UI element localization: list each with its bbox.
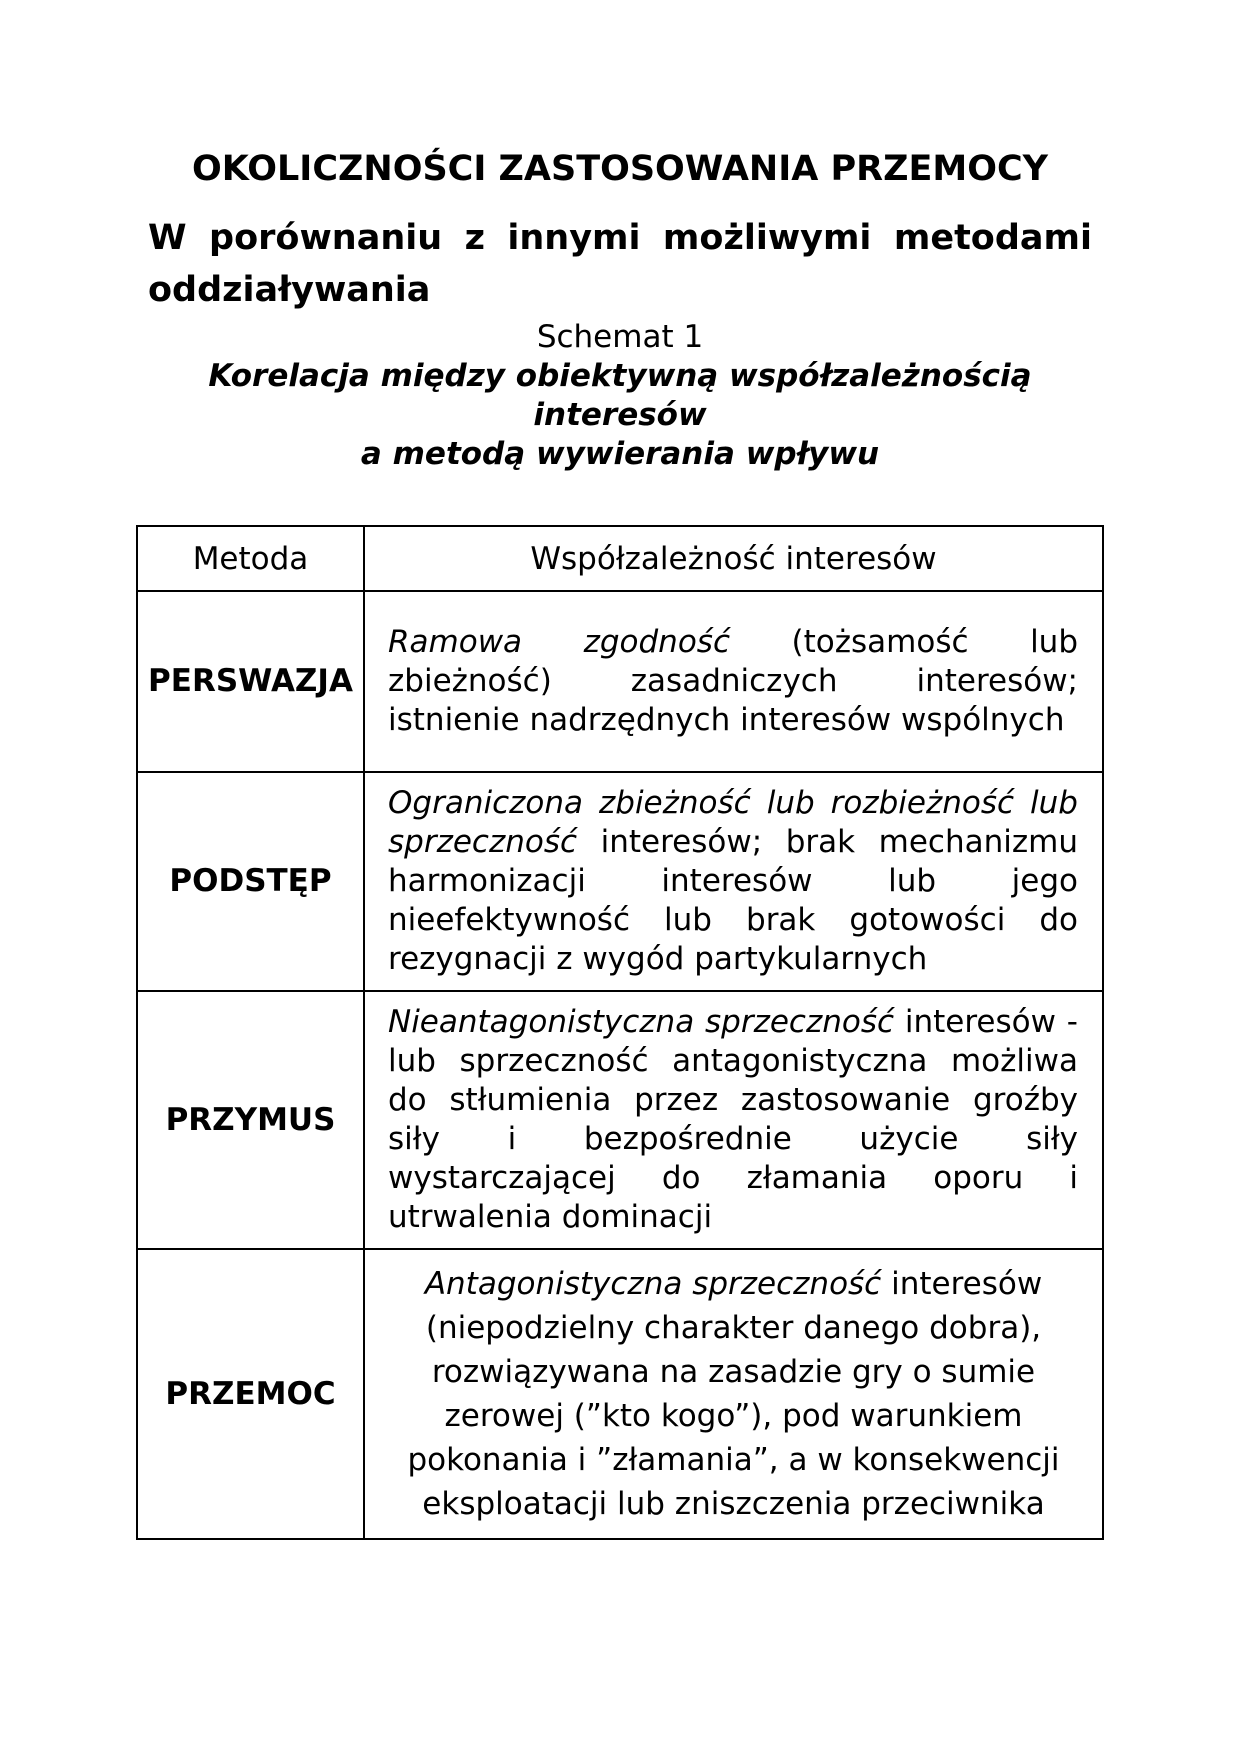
table-row	[137, 772, 1103, 991]
header-interdependence: Współzależność interesów	[364, 526, 1103, 591]
method-cell: PRZEMOC	[137, 1249, 364, 1539]
methods-table	[136, 525, 1104, 1540]
description-cell	[364, 991, 1103, 1249]
description-text: (tożsamość lub zbieżność) zasadniczych interesów; istnienie nadrzędnych interesów wspólnych	[388, 624, 1079, 738]
description-text: interesów; brak mechanizmu harmonizacji interesów lub jego nieefektywność lub brak gotowości do rezygnacji z wygód partykularnych	[388, 824, 1078, 977]
table-header-row	[137, 526, 1103, 591]
description-cell	[364, 772, 1103, 991]
description-cell	[364, 1249, 1103, 1539]
header-method: Metoda	[137, 526, 364, 591]
description-text: interesów - lub sprzeczność antagonistyczna możliwa do stłumienia przez zastosowanie groźby siły i bezpośrednie użycie siły wystarczającej do złamania oporu i utrwalenia dominacji	[388, 1004, 1078, 1235]
description-emphasis: Nieantagonistyczna sprzeczność	[388, 1004, 895, 1040]
schema-caption-line: a metodą wywierania wpływu	[360, 436, 880, 472]
description-text: interesów (niepodzielny charakter danego dobra), rozwiązywana na zasadzie gry o sumie zerowej (”kto kogo”), pod warunkiem pokonania i ”złamania”, a w konsekwencji eksploatacji lub zniszczenia przeciwnika	[407, 1266, 1060, 1522]
description-cell	[364, 591, 1103, 772]
schema-label: Schemat 1	[536, 319, 704, 355]
description-emphasis: Ramowa zgodność	[388, 624, 730, 660]
schema-caption	[136, 357, 1104, 474]
schema-caption-line: Korelacja między obiektywną współzależnością	[208, 358, 1032, 394]
table-row	[137, 591, 1103, 772]
description-emphasis: Antagonistyczna sprzeczność	[424, 1266, 882, 1302]
method-cell: PODSTĘP	[137, 772, 364, 991]
document-title: OKOLICZNOŚCI ZASTOSOWANIA PRZEMOCY	[191, 149, 1049, 189]
method-cell: PERSWAZJA	[137, 591, 364, 772]
table-row	[137, 1249, 1103, 1539]
schema-caption-line: interesów	[533, 397, 707, 433]
method-cell: PRZYMUS	[137, 991, 364, 1249]
description-emphasis: Ograniczona zbieżność lub rozbieżność lub sprzeczność	[388, 785, 1078, 860]
table-row	[137, 991, 1103, 1249]
document-subtitle: W porównaniu z innymi możliwymi metodami oddziaływania	[148, 218, 1092, 310]
